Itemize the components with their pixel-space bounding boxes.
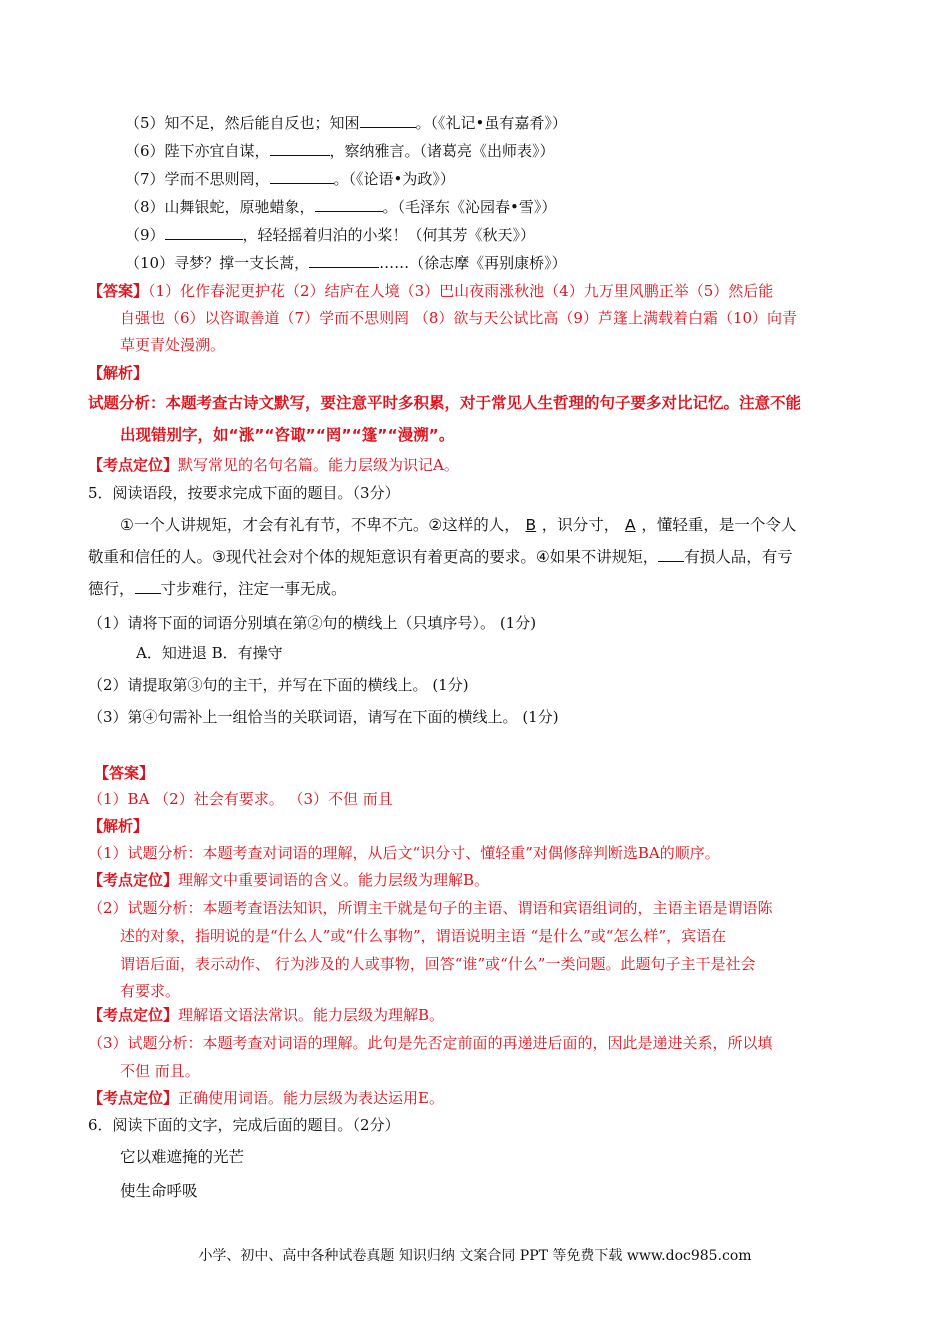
q4-analysis-line1: 试题分析：本题考查古诗文默写，要注意平时多积累，对于常见人生哲理的句子要多对比记忆。注意不能 [88, 394, 802, 412]
fill-item-7: （7）学而不思则罔， 。（《论语•为政》） [125, 170, 455, 188]
q4-answer-line2: 自强也（6）以咨诹善道（7）学而不思则罔 （8）欲与天公试比高（9）芦篷上满载着白霜（10）向青 [120, 309, 798, 327]
q4-analysis-line2: 出现错别字，如“涨”“咨诹”“罔”“篷”“漫溯”。 [120, 426, 455, 444]
fill-item-10: （10）寻梦？撑一支长蒿， ……（徐志摩《再别康桥》） [125, 254, 567, 272]
q5-sub1: （1）请将下面的词语分别填在第②句的横线上（只填序号）。 (1分) [88, 614, 537, 632]
q5-analysis-2-line2: 述的对象，指明说的是“什么人”或“什么事物”，谓语说明主语 “是什么”或“怎么样”，宾语在 [120, 927, 727, 945]
q5-paragraph-line3: 德行， 寸步难行，注定一事无成。 [88, 580, 347, 598]
q5-analysis-1: （1）试题分析：本题考查对词语的理解，从后文“识分寸、懂轻重”对偶修辞判断选BA的顺序。 [88, 844, 720, 862]
q5-point-1: 【考点定位】理解文中重要词语的含义。能力层级为理解B。 [88, 871, 490, 889]
q5-analysis-2-line4: 有要求。 [120, 982, 181, 1000]
q5-analysis-3-line1: （3）试题分析：本题考查对词语的理解。此句是先否定前面的再递进后面的，因此是递进关系，所以填 [88, 1034, 773, 1052]
q4-answer-line3: 草更青处漫溯。 [120, 336, 226, 354]
q5-analysis-2-line1: （2）试题分析：本题考查语法知识，所谓主干就是句子的主语、谓语和宾语组词的，主语主语是谓语陈 [88, 899, 773, 917]
q6-poem-line1: 它以难遮掩的光芒 [120, 1148, 245, 1166]
fill-item-8: （8）山舞银蛇，原驰蜡象， 。（毛泽东《沁园春•雪》） [125, 198, 557, 216]
fill-item-6: （6）陛下亦宜自谋， ，察纳雅言。（诸葛亮《出师表》） [125, 142, 555, 160]
page-footer: 小学、初中、高中各种试卷真题 知识归纳 文案合同 PPT 等免费下载 www.doc985.com [198, 1248, 752, 1264]
q5-sub3: （3）第④句需补上一组恰当的关联词语，请写在下面的横线上。 (1分) [88, 708, 559, 726]
fill-item-9: （9） ，轻轻摇着归泊的小桨！（何其芳《秋天》） [125, 226, 536, 244]
q4-answer-line1: 【答案】（1）化作春泥更护花（2）结庐在人境（3）巴山夜雨涨秋池（4）九万里风鹏正举（5）然后能 [88, 282, 774, 300]
q5-sub2: （2）请提取第③句的主干，并写在下面的横线上。 (1分) [88, 676, 469, 694]
q5-analysis-2-line3: 谓语后面，表示动作、 行为涉及的人或事物，回答“谁”或“什么”一类问题。此题句子主干是社会 [120, 955, 756, 973]
answer-blank [270, 169, 334, 184]
q6-title: 6．阅读下面的文字，完成后面的题目。（2分） [88, 1116, 400, 1134]
q5-sub1-options: A．知进退 B．有操守 [136, 644, 283, 662]
answer-blank [165, 225, 243, 240]
q4-analysis-label: 【解析】 [88, 364, 149, 382]
answer-blank [270, 141, 330, 156]
q5-paragraph-line2: 敬重和信任的人。③现代社会对个体的规矩意识有着更高的要求。④如果不讲规矩， 有损人品，有亏 [88, 548, 793, 566]
fill-item-5: （5）知不足，然后能自反也；知困 。（《礼记•虽有嘉肴》） [125, 114, 567, 132]
q5-title: 5．阅读语段，按要求完成下面的题目。（3分） [88, 484, 400, 502]
q5-point-2: 【考点定位】理解语文语法常识。能力层级为理解B。 [88, 1006, 445, 1024]
q5-point-3: 【考点定位】正确使用词语。能力层级为表达运用E。 [88, 1089, 444, 1107]
answer-blank [315, 197, 383, 212]
q5-answer-text: （1）BA （2）社会有要求。 （3）不但 而且 [88, 790, 393, 808]
q5-answer-label: 【答案】 [94, 764, 155, 782]
answer-blank [658, 547, 684, 562]
q5-analysis-label: 【解析】 [88, 817, 149, 835]
answer-blank [309, 253, 379, 268]
q4-point: 【考点定位】默写常见的名句名篇。能力层级为识记A。 [88, 456, 459, 474]
q6-poem-line2: 使生命呼吸 [120, 1182, 198, 1200]
q5-analysis-3-line2: 不但 而且。 [120, 1062, 200, 1080]
answer-blank [135, 579, 161, 594]
q5-paragraph-line1: ①一个人讲规矩，才会有礼有节，不卑不亢。②这样的人， B ，识分寸， A ，懂轻重，是一个令人 [120, 516, 797, 534]
answer-blank [360, 113, 416, 128]
